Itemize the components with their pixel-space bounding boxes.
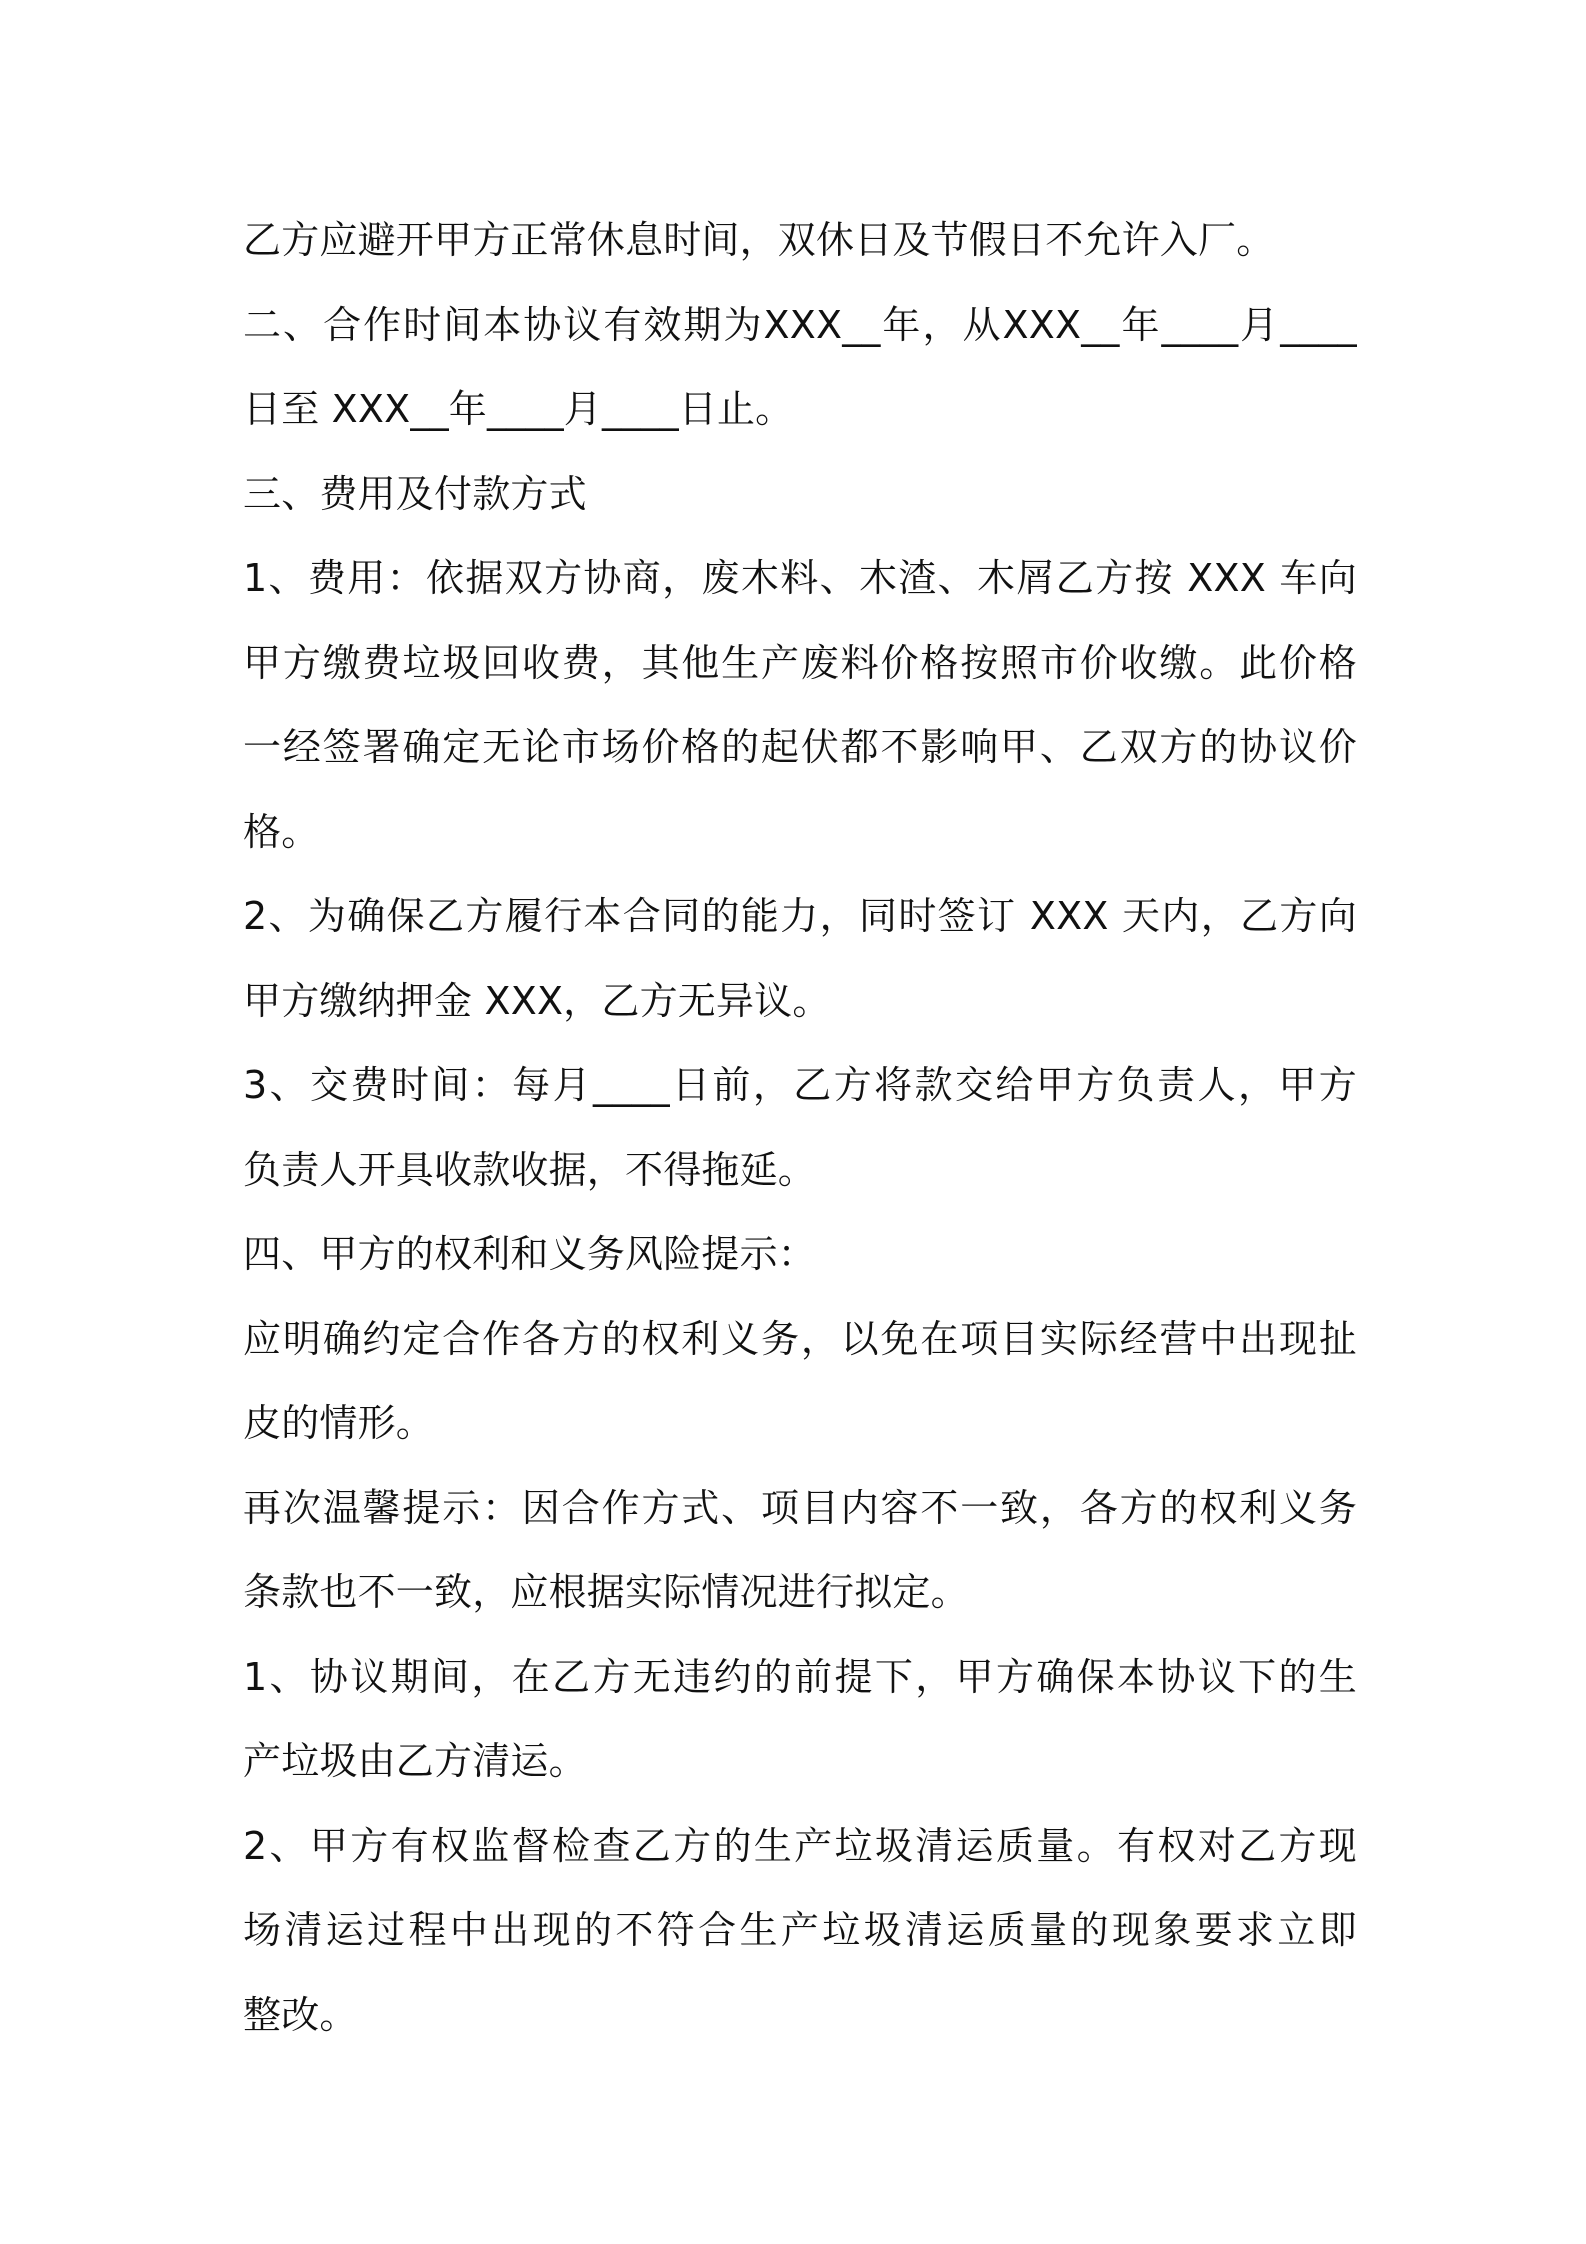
text-line: 乙方应避开甲方正常休息时间，双休日及节假日不允许入厂。	[243, 218, 1275, 262]
text-line: 整改。	[243, 1992, 358, 2037]
text-line: 二、合作时间本协议有效期为XXX__年，从XXX__年____月____	[243, 302, 1357, 347]
text-line: 1、费用：依据双方协商，废木料、木渣、木屑乙方按 XXX 车向	[243, 556, 1357, 600]
document-body	[243, 198, 1357, 2057]
text-line: 3、交费时间：每月____日前，乙方将款交给甲方负责人，甲方	[243, 1063, 1357, 1107]
text-line: 场清运过程中出现的不符合生产垃圾清运质量的现象要求立即	[243, 1908, 1357, 1952]
text-line: 负责人开具收款收据，不得拖延。	[243, 1147, 817, 1192]
text-line: 甲方缴费垃圾回收费，其他生产废料价格按照市价收缴。此价格	[243, 640, 1357, 685]
text-line: 再次温馨提示：因合作方式、项目内容不一致，各方的权利义务	[243, 1485, 1357, 1530]
text-line: 一经签署确定无论市场价格的起伏都不影响甲、乙双方的协议价	[243, 725, 1357, 769]
text-line: 应明确约定合作各方的权利义务，以免在项目实际经营中出现扯	[243, 1316, 1357, 1361]
section-heading: 四、甲方的权利和义务风险提示：	[243, 1232, 817, 1276]
text-line: 2、甲方有权监督检查乙方的生产垃圾清运质量。有权对乙方现	[243, 1823, 1357, 1868]
text-line: 产垃圾由乙方清运。	[243, 1739, 587, 1783]
text-line: 日至 XXX__年____月____日止。	[243, 387, 794, 431]
section-heading: 三、费用及付款方式	[243, 471, 587, 516]
text-line: 皮的情形。	[243, 1401, 435, 1445]
text-line: 甲方缴纳押金 XXX，乙方无异议。	[243, 978, 831, 1023]
text-line: 1、协议期间，在乙方无违约的前提下，甲方确保本协议下的生	[243, 1654, 1357, 1699]
text-line: 2、为确保乙方履行本合同的能力，同时签订 XXX 天内，乙方向	[243, 894, 1357, 938]
text-line: 格。	[243, 809, 320, 854]
text-line: 条款也不一致，应根据实际情况进行拟定。	[243, 1570, 969, 1614]
